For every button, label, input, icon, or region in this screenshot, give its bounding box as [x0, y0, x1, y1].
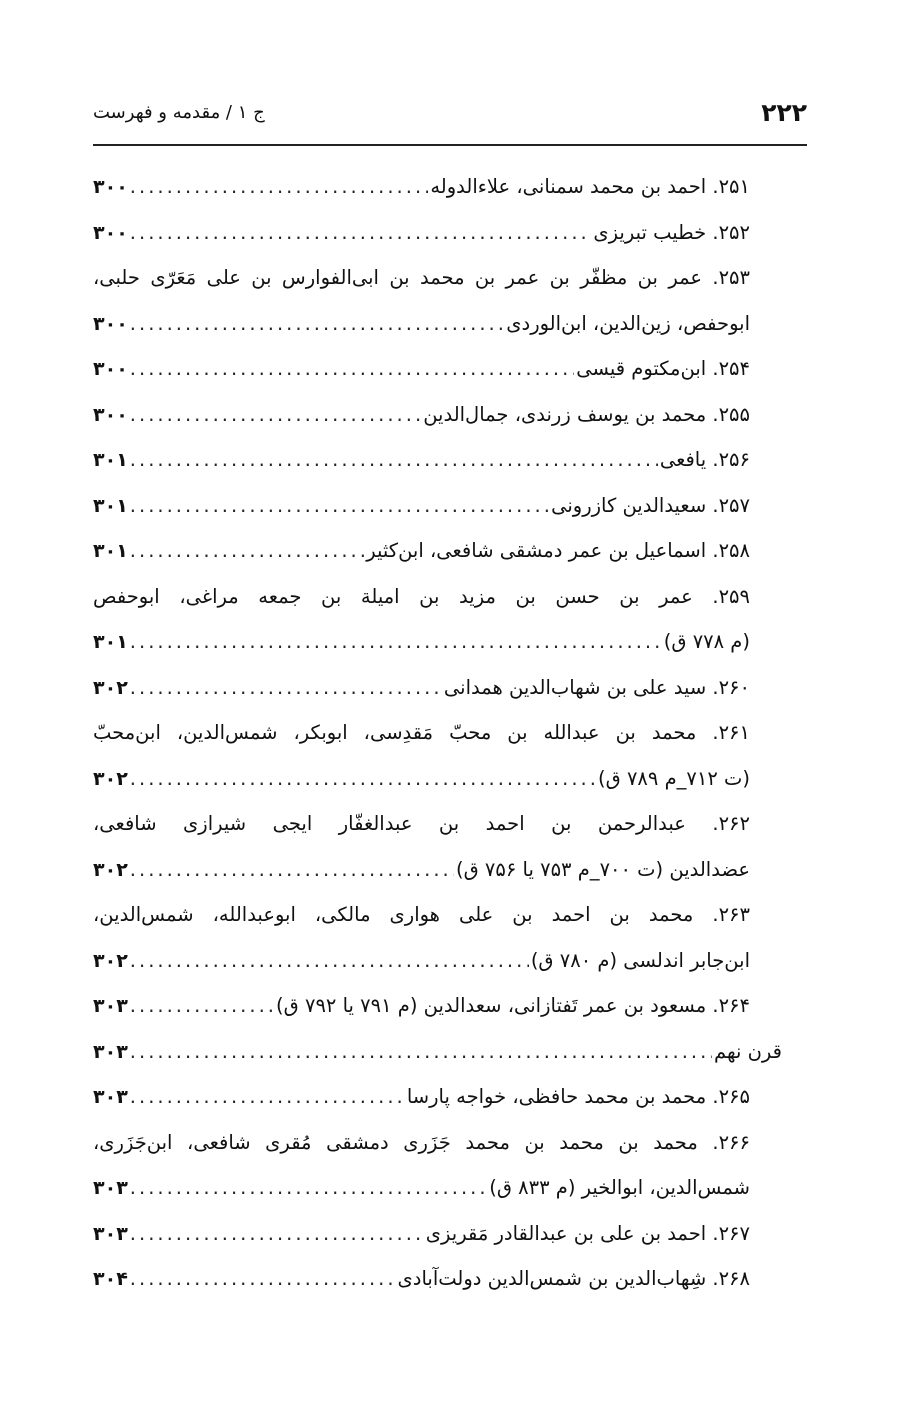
toc-entry [93, 210, 750, 256]
dot-leader [130, 1029, 712, 1075]
toc-entry [93, 437, 750, 483]
page-number: ۲۲۲ [761, 98, 807, 127]
toc-page-number: ۳۰۰ [93, 176, 128, 198]
toc-entry [93, 983, 750, 1029]
toc-entry [93, 619, 750, 665]
toc-entry [93, 1120, 750, 1166]
toc-page-number: ۳۰۱ [93, 449, 128, 471]
toc-entry-text: ۲۶۷. احمد بن علی بن عبدالقادر مَقریزی [425, 1221, 750, 1245]
toc-page-number: ۳۰۳ [93, 1222, 128, 1245]
toc-entry-text: ۲۵۲. خطیب تبریزی [593, 220, 750, 244]
toc-entry [93, 346, 750, 392]
dot-leader [130, 392, 421, 438]
toc-page-number: ۳۰۳ [93, 1177, 128, 1199]
toc-entry [93, 1211, 750, 1257]
toc-entry [93, 710, 750, 756]
toc-page-number: ۳۰۳ [93, 1086, 128, 1108]
toc-entry [93, 1074, 750, 1120]
toc-entry [93, 938, 750, 984]
toc-entry-text: ۲۶۰. سید علی بن شهاب‌الدین همدانی [443, 675, 750, 699]
toc-entry-text: (م ۷۷۸ ق) [663, 630, 750, 653]
dot-leader [130, 983, 274, 1029]
dot-leader [130, 1211, 424, 1257]
toc-page-number: ۳۰۳ [93, 1040, 128, 1063]
toc-entry-text: ۲۵۵. محمد بن یوسف زرندی، جمال‌الدین [423, 402, 750, 426]
dot-leader [130, 1074, 405, 1120]
dot-leader [130, 346, 574, 392]
toc-entry [93, 574, 750, 620]
toc-page-number: ۳۰۱ [93, 631, 128, 653]
toc-entry-text: ۲۶۳. محمد بن احمد بن علی هواری مالکی، ابوعبدالله، شمس‌الدین، [93, 903, 750, 926]
toc-page-number: ۳۰۲ [93, 676, 128, 699]
toc-entry-text: ۲۵۸. اسماعیل بن عمر دمشقی شافعی، ابن‌کثیر [366, 539, 750, 562]
toc-entry [93, 1256, 750, 1302]
toc-entry-text: ۲۶۲. عبدالرحمن بن احمد بن عبدالغفّار ایجی شیرازی شافعی، [93, 812, 750, 835]
dot-leader [130, 847, 454, 893]
toc-entry [93, 892, 750, 938]
toc-entry [93, 164, 750, 210]
toc-page-number: ۳۰۲ [93, 949, 128, 972]
toc-entry-text: شمس‌الدین، ابوالخیر (م ۸۳۳ ق) [489, 1176, 750, 1199]
dot-leader [130, 665, 442, 711]
toc-page-number: ۳۰۱ [93, 540, 128, 562]
toc-entry-text: قرن نهم [714, 1039, 782, 1063]
toc-entry-text: ۲۶۶. محمد بن محمد بن محمد جَزَری دمشقی مُقری شافعی، ابن‌جَزَری، [93, 1130, 750, 1154]
toc-entry [93, 847, 750, 893]
toc-section-heading [93, 1029, 782, 1075]
toc-entry-text: ۲۵۴. ابن‌مکتوم قیسی [576, 357, 750, 380]
dot-leader [130, 938, 529, 984]
toc-entry-text: ۲۵۹. عمر بن حسن بن مزید بن امیلة بن جمعه مراغی، ابوحفص [93, 584, 750, 608]
dot-leader [130, 1165, 487, 1211]
toc-entry [93, 756, 750, 802]
toc-entry [93, 483, 750, 529]
toc-entry [93, 528, 750, 574]
toc-page-number: ۳۰۰ [93, 312, 128, 335]
toc-entry-text: ۲۶۸. شِهاب‌الدین بن شمس‌الدین دولت‌آبادی [397, 1267, 750, 1290]
toc-entry-text: ابن‌جابر اندلسی (م ۷۸۰ ق) [530, 948, 750, 972]
dot-leader [130, 164, 429, 210]
toc-entry-text: ابوحفص، زین‌الدین، ابن‌الوردی [506, 311, 750, 335]
toc-page-number: ۳۰۰ [93, 403, 128, 426]
page-header [93, 98, 807, 146]
toc-entry [93, 665, 750, 711]
toc-entry [93, 392, 750, 438]
toc-page-number: ۳۰۴ [93, 1268, 128, 1290]
toc-page-number: ۳۰۲ [93, 858, 128, 881]
toc-entry [93, 301, 750, 347]
table-of-contents [93, 164, 782, 1302]
dot-leader [130, 1256, 396, 1302]
dot-leader [130, 437, 658, 483]
toc-entry [93, 255, 750, 301]
running-title: ج ۱ / مقدمه و فهرست [93, 102, 265, 123]
toc-entry-text: عضدالدین (ت ۷۰۰_م ۷۵۳ یا ۷۵۶ ق) [455, 857, 750, 881]
toc-entry-text: (ت ۷۱۲_م ۷۸۹ ق) [598, 766, 750, 790]
toc-page-number: ۳۰۰ [93, 358, 128, 380]
toc-page-number: ۳۰۱ [93, 494, 128, 517]
toc-page-number: ۳۰۰ [93, 221, 128, 244]
toc-entry-text: ۲۵۱. احمد بن محمد سمنانی، علاءالدوله [430, 175, 750, 198]
toc-entry-text: ۲۵۶. یافعی [659, 448, 750, 471]
toc-entry-text: ۲۵۷. سعیدالدین کازرونی [551, 493, 750, 517]
dot-leader [130, 528, 364, 574]
toc-entry [93, 801, 750, 847]
toc-entry [93, 1165, 750, 1211]
dot-leader [130, 301, 504, 347]
toc-page-number: ۳۰۲ [93, 767, 128, 790]
dot-leader [130, 483, 549, 529]
toc-entry-text: ۲۶۵. محمد بن محمد حافظی، خواجه پارسا [406, 1085, 750, 1108]
dot-leader [130, 619, 662, 665]
dot-leader [130, 756, 596, 802]
toc-page-number: ۳۰۳ [93, 995, 128, 1017]
toc-entry-text: ۲۶۴. مسعود بن عمر تَفتازانی، سعدالدین (م ۷۹۱ یا ۷۹۲ ق) [276, 994, 750, 1017]
toc-entry-text: ۲۶۱. محمد بن عبدالله بن محبّ مَقدِسی، ابوبکر، شمس‌الدین، ابن‌محبّ [93, 721, 750, 744]
dot-leader [130, 210, 592, 256]
toc-entry-text: ۲۵۳. عمر بن مظفّر بن عمر بن محمد بن ابی‌الفوارس بن علی مَعَرّی حلبی، [93, 266, 750, 289]
